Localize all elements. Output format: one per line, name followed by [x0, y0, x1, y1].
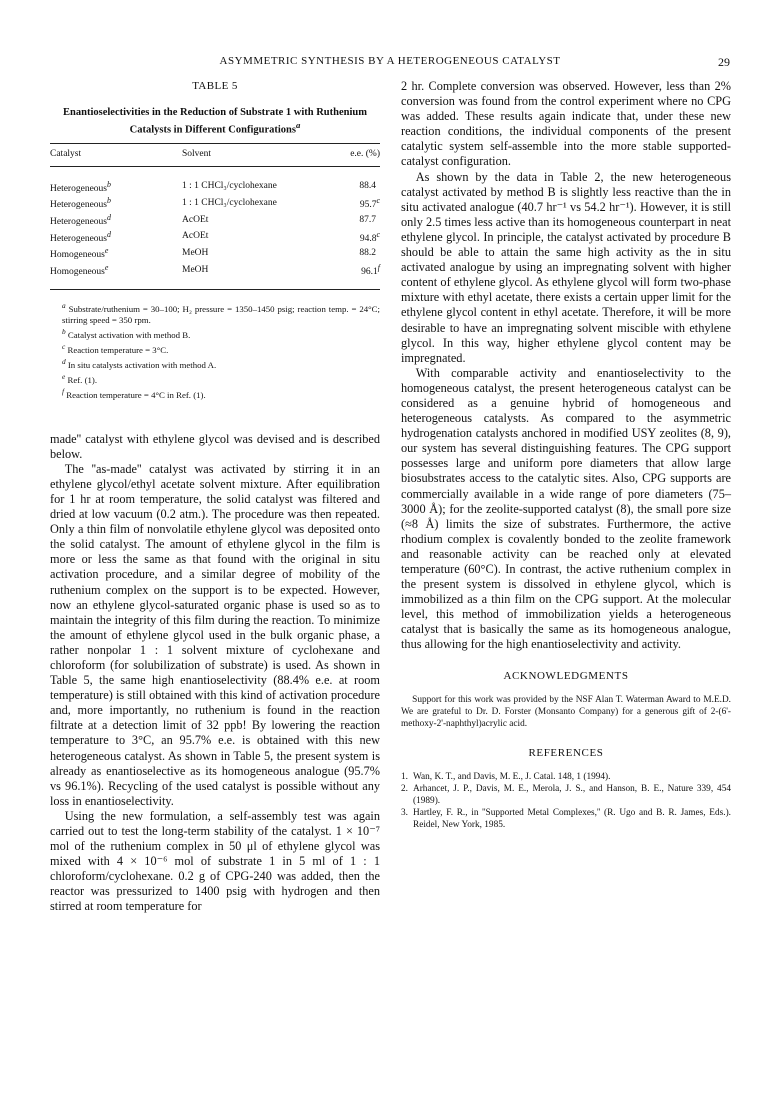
ee-value: 95.7	[359, 200, 377, 211]
acknowledgments-heading: ACKNOWLEDGMENTS	[503, 669, 629, 682]
right-column	[401, 79, 731, 831]
table-row	[50, 212, 380, 229]
footnote-mark-letter: c	[62, 342, 66, 352]
running-title: ASYMMETRIC SYNTHESIS BY A HETEROGENEOUS CATALYST	[219, 55, 561, 67]
body-paragraph: 2 hr. Complete conversion was observed. However, less than 2% conversion was found from the control experiment where no CPG was added. These results again indicate that, under these new reaction conditions, the individual components of the present catalytic system self-assemble into the more stable supported-catalyst configuration.	[401, 79, 731, 169]
ee-value: 88.2	[359, 247, 376, 258]
footnote-mark	[376, 230, 380, 239]
footnote	[50, 371, 380, 386]
reference-list	[401, 771, 731, 831]
table-row	[50, 229, 380, 246]
body-paragraph: The ''as-made'' catalyst was activated by stirring it in an ethylene glycol/ethyl acetate solvent mixture. After equilibration for 1 hr at room temperature, the solid catalyst was filtered and dried at low vacuum (0.2 atm.). The procedure was then repeated. Only a thin film of nonvolatile ethylene glycol was deposited onto the solid catalyst. The amount of ethylene glycol in the film is more or less the same as that found with the original in situ activation procedure, and a similar degree of mobility of the ruthenium complex on the support is to be expected. However, now an ethylene glycol-saturated organic phase is used so as to maintain the integrity of this film during the reaction. To minimize the amount of ethylene glycol used in the bulk organic phase, a rather nonpolar 1 : 1 solvent mixture of cyclohexane and chloroform (for solubilization of substrate) is used. As shown in Table 5, the same high enantioselectivity (88.4% e.e. at room temperature) is still obtained with this kind of activation procedure and, more importantly, no ruthenium is found in the reaction filtrate at a detection limit of 32 ppb! By lowering the reaction temperature to 3°C, an 95.7% e.e. is obtained with this new heterogeneous catalyst. As shown in Table 5, the present system is already as enantioselective as its homogeneous analogue (95.7% vs 96.1%). Recycling of the used catalyst is possible without any loss in enantioselectivity.	[50, 461, 380, 808]
reference-item	[401, 783, 731, 807]
cell-catalyst	[50, 229, 182, 246]
cell-catalyst	[50, 262, 182, 289]
catalyst-name: Heterogeneous	[50, 200, 107, 211]
footnote-mark-letter: f	[62, 387, 65, 397]
ee-value: 96.1	[361, 267, 378, 278]
footnote-mark	[107, 180, 111, 189]
table-row	[50, 262, 380, 289]
table-number: TABLE 5	[192, 80, 238, 92]
reference-text: Arhancet, J. P., Davis, M. E., Merola, J. S., and Hanson, B. E., Nature 339, 454 (1989).	[413, 783, 731, 806]
footnote-mark	[105, 246, 109, 255]
footnote-mark-letter: f	[377, 262, 380, 272]
footnote-mark	[376, 196, 380, 205]
cell-ee	[321, 245, 380, 262]
footnote-mark-letter: e	[62, 372, 66, 382]
cell-catalyst	[50, 195, 182, 212]
catalyst-name: Homogeneous	[50, 267, 105, 278]
footnote	[50, 341, 380, 356]
cell-solvent: 1 : 1 CHCl₃/cyclohexane	[182, 197, 277, 208]
footnote-mark-letter: e	[104, 246, 109, 256]
footnote-mark-letter: b	[106, 179, 111, 189]
table-title	[50, 106, 380, 137]
cell-solvent: AcOEt	[182, 214, 209, 225]
footnote	[50, 356, 380, 371]
cell-ee	[321, 229, 380, 246]
table-title-text: Enantioselectivities in the Reduction of Substrate 1 with Ruthenium Catalysts in Different Configurations	[63, 107, 367, 136]
ee-value: 94.8	[359, 233, 377, 244]
table-title-mark: a	[295, 120, 301, 131]
table-row	[50, 245, 380, 262]
footnote	[50, 326, 380, 341]
cell-catalyst	[50, 166, 182, 195]
footnote-text: Ref. (1).	[65, 375, 98, 386]
footnote-mark	[107, 196, 111, 205]
reference-item	[401, 807, 731, 831]
acknowledgments-text: Support for this work was provided by the NSF Alan T. Waterman Award to M.E.D. We are grateful to Dr. D. Forster (Monsanto Company) for a generous gift of 2-(6'-methoxy-2'-naphthyl)acrylic acid.	[401, 694, 731, 729]
cell-ee	[321, 212, 380, 229]
catalyst-name: Heterogeneous	[50, 217, 107, 228]
footnote-mark-letter: d	[62, 357, 66, 367]
reference-item	[401, 771, 731, 783]
body-paragraph: Using the new formulation, a self-assembly test was again carried out to test the long-term stability of the catalyst. 1 × 10⁻⁷ mol of the ruthenium complex in 50 μl of ethylene glycol was mixed with 4 × 10⁻⁶ mol of substrate 1 in 5 ml of 1 : 1 chloroform/cyclohexane. 0.2 g of CPG-240 was added, then the reactor was pressurized to 1400 psig with hydrogen and then stirred at room temperature for	[50, 808, 380, 914]
footnote-mark	[107, 213, 111, 222]
footnote-mark	[107, 230, 111, 239]
right-body-text	[401, 79, 731, 653]
page-number: 29	[718, 55, 730, 69]
ee-value: 87.7	[359, 214, 376, 225]
footnote-mark-letter: c	[376, 196, 380, 206]
cell-solvent: MeOH	[182, 247, 209, 258]
table-header-row	[50, 143, 380, 166]
footnote	[50, 386, 380, 401]
footnote-mark-letter: b	[62, 326, 66, 336]
footnote-mark	[378, 263, 380, 272]
table-caption	[50, 79, 380, 94]
catalyst-name: Heterogeneous	[50, 233, 107, 244]
reference-number: 1.	[401, 771, 408, 782]
footnote-mark-letter: c	[376, 229, 380, 239]
ee-value: 88.4	[359, 181, 376, 192]
footnote-mark-letter: d	[106, 229, 111, 239]
footnote-text: Substrate/ruthenium = 30–100; H₂ pressure = 1350–1450 psig; reaction temp. = 24°C; stirring speed = 350 rpm.	[62, 303, 380, 325]
cell-solvent: 1 : 1 CHCl₃/cyclohexane	[182, 181, 277, 192]
results-table	[50, 143, 380, 290]
left-body-text	[50, 432, 380, 915]
footnote-mark-letter: a	[62, 300, 66, 310]
cell-solvent: AcOEt	[182, 231, 209, 242]
footnote-mark-letter: e	[104, 262, 109, 272]
footnote-mark	[105, 263, 109, 272]
reference-number: 3.	[401, 807, 408, 818]
table-row	[50, 195, 380, 212]
col-header-catalyst: Catalyst	[50, 143, 182, 166]
table-body	[50, 166, 380, 289]
catalyst-name: Heterogeneous	[50, 183, 107, 194]
footnote-text: Catalyst activation with method B.	[65, 329, 191, 340]
cell-solvent: MeOH	[182, 262, 321, 289]
footnote-text: Reaction temperature = 3°C.	[65, 345, 169, 355]
reference-number: 2.	[401, 783, 408, 794]
reference-text: Hartley, F. R., in ''Supported Metal Complexes,'' (R. Ugo and B. R. James, Eds.). Reidel, New York, 1985.	[413, 807, 731, 830]
table-footnotes	[50, 300, 380, 402]
left-column	[50, 79, 380, 915]
references-heading: REFERENCES	[528, 746, 604, 759]
footnote-text: Reaction temperature = 4°C in Ref. (1).	[64, 390, 206, 401]
catalyst-name: Homogeneous	[50, 250, 105, 261]
body-paragraph: With comparable activity and enantioselectivity to the homogeneous catalyst, the present heterogeneous catalyst can be considered as a genuine hybrid of homogeneous and heterogeneous catalysts. As compared to the asymmetric hydrogenation catalysts anchored in modified USY zeolites (8, 9), our system has several distinguishing features. The CPG support possesses large and uniform pore diameters that allow large biosubstrates access to the catalytic sites. Also, CPG supports are commercially available in a wide range of pore diameters (75–3000 Å); for the zeolite-supported catalyst (8), the small pore size (≈8 Å) limits the size of substrates. Furthermore, the active rhodium complex is covalently bonded to the zeolite framework and reasonable activity can be reached only at elevated temperature (60°C). In contrast, the active ruthenium complex in the present system is dissolved in ethylene glycol, which is immobilized as a thin film on the CPG support. At the molecular level, this method of immobilization yields a heterogeneous catalyst that is basically the same as its homogeneous analogue, thus allowing for the high enantioselectivity and activity.	[401, 365, 731, 652]
footnote-mark-letter: b	[106, 196, 111, 206]
footnote-text: In situ catalysts activation with method A.	[65, 360, 217, 371]
cell-ee	[321, 166, 380, 195]
cell-ee	[321, 262, 380, 289]
col-header-ee: e.e. (%)	[321, 143, 380, 166]
col-header-solvent: Solvent	[182, 143, 321, 166]
table-row	[50, 166, 380, 195]
cell-catalyst	[50, 212, 182, 229]
cell-ee	[321, 195, 380, 212]
reference-text: Wan, K. T., and Davis, M. E., J. Catal. 148, 1 (1994).	[413, 771, 611, 782]
cell-catalyst	[50, 245, 182, 262]
footnote-mark-letter: d	[106, 213, 111, 222]
body-paragraph: made'' catalyst with ethylene glycol was devised and is described below.	[50, 431, 380, 461]
footnote	[50, 300, 380, 326]
body-paragraph: As shown by the data in Table 2, the new heterogeneous catalyst activated by method B is slightly less reactive than the in situ activated analogue (40.7 hr⁻¹ vs 54.2 hr⁻¹). However, it is still only 2.5 times less active than its homogeneous counterpart in neat ethylene glycol. In principle, the catalyst activated by procedure B should be able to attain the same high activity as the in situ activated analogue by using an impregnating solvent with higher content of ethylene glycol. As ethylene glycol will form two-phase mixture with ethyl acetate, there exists a certain upper limit for the ethylene glycol content in ethyl acetate. Therefore, it will be more desirable to have an impregnating solvent miscible with ethylene glycol. In this way, higher ethylene glycol content may be impregnated.	[401, 169, 731, 365]
